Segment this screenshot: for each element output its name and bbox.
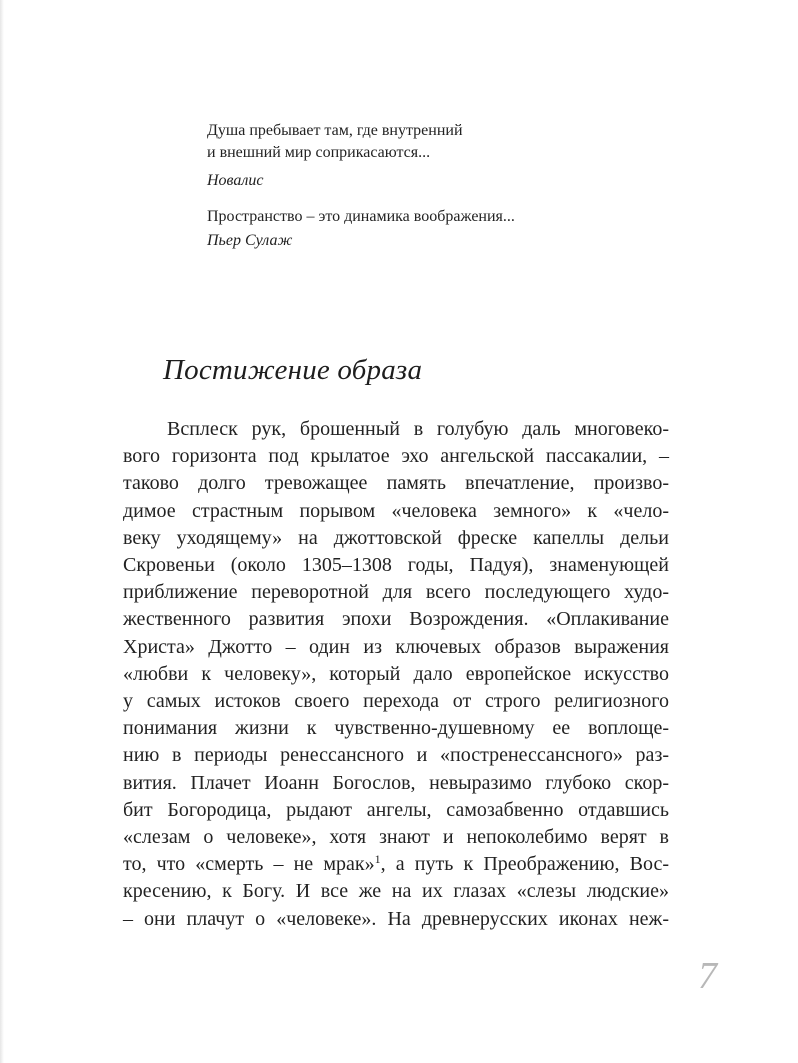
text-line: Скровеньи (около 1305–1308 годы, Падуя), знаменующей bbox=[123, 554, 669, 577]
text-segment: то, что «смерть – не мрак» bbox=[123, 853, 375, 876]
text-line: вого горизонта под крылатое эхо ангельской пассакалии, – bbox=[123, 445, 669, 468]
epigraph-author: Новалис bbox=[207, 172, 264, 189]
text-line: Всплеск рук, брошенный в голубую даль многовеко- bbox=[167, 418, 669, 440]
epigraph-line: Пространство – это динамика воображения... bbox=[207, 208, 515, 225]
text-line: веку уходящему» на джоттовской фреске капеллы дельи bbox=[123, 526, 669, 549]
text-line: Христа» Джотто – один из ключевых образов выражения bbox=[123, 635, 669, 658]
epigraph-soulages bbox=[207, 206, 627, 252]
epigraph-novalis bbox=[207, 120, 627, 192]
text-line: приближение переворотной для всего последующего худо- bbox=[123, 581, 669, 604]
text-segment: , а путь к Преображению, Вос- bbox=[380, 853, 669, 876]
epigraph-author: Пьер Сулаж bbox=[207, 232, 293, 249]
text-line: кресению, к Богу. И все же на их глазах «слезы людские» bbox=[123, 880, 669, 903]
text-line: бит Богородица, рыдают ангелы, самозабвенно отдавшись bbox=[123, 798, 669, 821]
text-line: жественного развития эпохи Возрождения. «Оплакивание bbox=[123, 608, 669, 631]
page-edge bbox=[0, 0, 4, 1063]
text-line: понимания жизни к чувственно-душевному ее воплоще- bbox=[123, 717, 669, 740]
page-number: 7 bbox=[698, 955, 717, 997]
body-text bbox=[123, 416, 669, 933]
chapter-title: Постижение образа bbox=[163, 354, 423, 386]
text-line: «любви к человеку», который дало европейское искусство bbox=[123, 662, 669, 685]
text-line: таково долго тревожащее память впечатление, произво- bbox=[123, 472, 669, 495]
text-line: у самых истоков своего перехода от строго религиозного bbox=[123, 690, 669, 713]
footnote-marker[interactable]: 1 bbox=[374, 852, 381, 867]
text-line: димое страстным порывом «человека земного» к «чело- bbox=[123, 499, 669, 522]
text-line: – они плачут о «человеке». На древнерусских иконах неж- bbox=[123, 907, 669, 930]
epigraph-line: и внешний мир соприкасаются... bbox=[207, 144, 431, 161]
text-line-with-footnote bbox=[123, 851, 669, 878]
text-line: вития. Плачет Иоанн Богослов, невыразимо глубоко скор- bbox=[123, 771, 669, 794]
epigraphs bbox=[207, 120, 627, 266]
text-line: нию в периоды ренессансного и «постренессансного» раз- bbox=[123, 744, 669, 767]
text-line: «слезам о человеке», хотя знают и непоколебимо верят в bbox=[123, 826, 669, 849]
epigraph-line: Душа пребывает там, где внутренний bbox=[207, 122, 463, 139]
